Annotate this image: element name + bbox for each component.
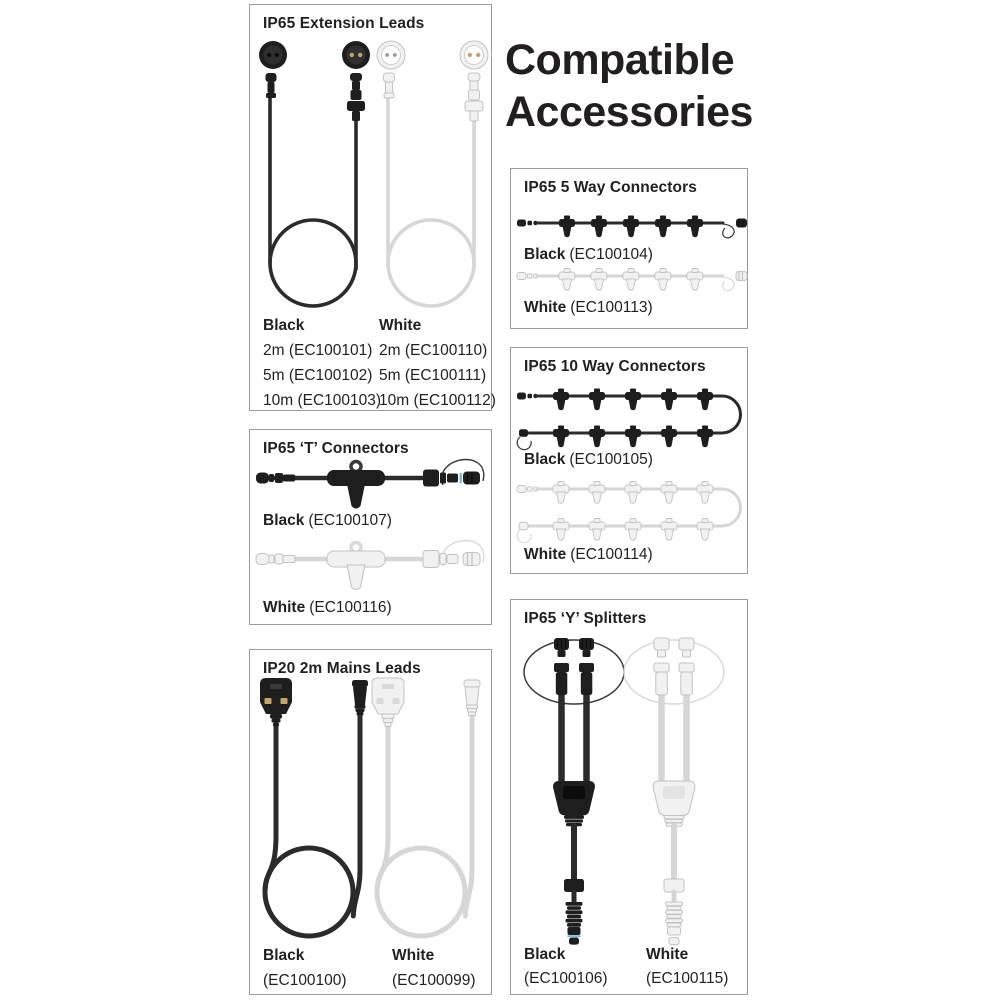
five-way-black-label: Black (EC100104) xyxy=(524,246,653,263)
ten-way-white-label: White (EC100114) xyxy=(524,546,653,563)
section-y-splitters xyxy=(510,599,748,995)
t-connector-white-illustration xyxy=(256,541,484,590)
five-way-black-illustration xyxy=(517,216,747,238)
y-splitters-title: IP65 ‘Y’ Splitters xyxy=(524,610,647,627)
five-way-white-illustration xyxy=(517,269,747,291)
extension-white-2m: 2m (EC100110) xyxy=(379,342,488,359)
y-splitter-black-illustration xyxy=(524,638,624,945)
page-title xyxy=(505,34,753,139)
mains-black-code: (EC100100) xyxy=(263,972,347,989)
y-splitter-white-code: (EC100115) xyxy=(646,970,729,987)
extension-black-10m: 10m (EC100103) xyxy=(263,392,382,409)
five-way-title: IP65 5 Way Connectors xyxy=(524,179,697,196)
ten-way-illustration xyxy=(511,388,747,568)
mains-leads-illustration xyxy=(250,678,493,946)
extension-leads-title: IP65 Extension Leads xyxy=(263,15,425,32)
ten-way-black-label: Black (EC100105) xyxy=(524,451,653,468)
extension-leads-illustration xyxy=(250,35,493,320)
y-splitter-black-name: Black xyxy=(524,946,566,963)
ten-way-title: IP65 10 Way Connectors xyxy=(524,358,706,375)
y-splitter-white-name: White xyxy=(646,946,689,963)
t-connector-black-illustration xyxy=(256,460,484,509)
extension-lead-white-illustration xyxy=(377,41,488,306)
mains-leads-title: IP20 2m Mains Leads xyxy=(263,660,421,677)
t-connector-white-label: White (EC100116) xyxy=(263,599,392,616)
section-five-way-connectors xyxy=(510,168,748,329)
y-splitter-white-illustration xyxy=(624,638,724,945)
page-title-line2: Accessories xyxy=(505,88,753,137)
extension-lead-black-illustration xyxy=(259,41,370,306)
section-mains-leads xyxy=(249,649,492,995)
mains-black-name: Black xyxy=(263,947,305,964)
mains-lead-white-illustration xyxy=(372,678,480,936)
mains-lead-black-illustration xyxy=(260,678,368,936)
t-connector-black-label: Black (EC100107) xyxy=(263,512,392,529)
extension-black-5m: 5m (EC100102) xyxy=(263,367,373,384)
ten-way-white-illustration xyxy=(517,482,741,543)
section-t-connectors xyxy=(249,429,492,625)
five-way-white-label: White (EC100113) xyxy=(524,299,653,316)
t-connectors-title: IP65 ‘T’ Connectors xyxy=(263,440,409,457)
mains-white-name: White xyxy=(392,947,435,964)
extension-black-2m: 2m (EC100101) xyxy=(263,342,373,359)
section-ten-way-connectors xyxy=(510,347,748,574)
ten-way-black-illustration xyxy=(517,389,741,450)
page-title-line1: Compatible xyxy=(505,36,735,84)
y-splitter-black-code: (EC100106) xyxy=(524,970,608,987)
extension-white-10m: 10m (EC100112) xyxy=(379,392,496,409)
extension-white-5m: 5m (EC100111) xyxy=(379,367,487,384)
extension-black-header: Black xyxy=(263,317,305,334)
y-splitters-illustration xyxy=(511,632,747,947)
mains-white-code: (EC100099) xyxy=(392,972,476,989)
extension-white-header: White xyxy=(379,317,422,334)
section-extension-leads xyxy=(249,4,496,411)
